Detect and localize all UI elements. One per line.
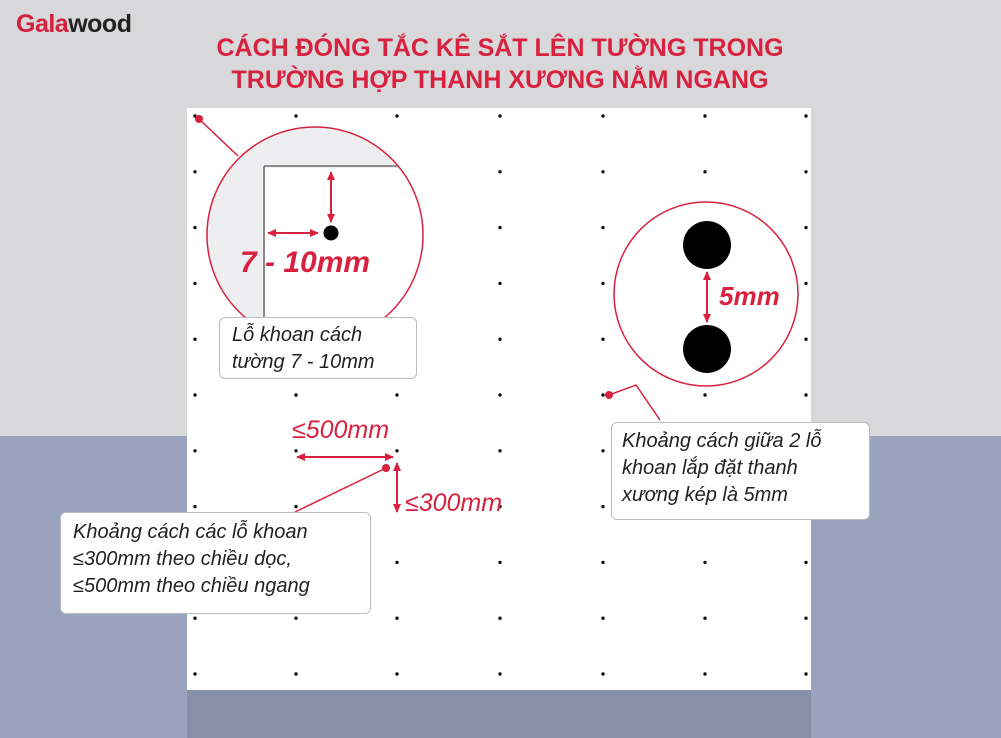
drill-hole-dot <box>294 617 297 620</box>
drill-hole-dot <box>193 505 196 508</box>
drill-hole-dot <box>498 672 501 675</box>
label-horizontal-spacing: ≤500mm <box>292 416 390 444</box>
drill-hole-dot <box>804 617 807 620</box>
drill-hole-dot <box>601 561 604 564</box>
drill-hole-dot <box>601 617 604 620</box>
leader-line-double <box>609 385 660 420</box>
drill-hole-dot <box>804 114 807 117</box>
drill-hole-dot <box>193 617 196 620</box>
drill-hole-dot <box>601 114 604 117</box>
drill-hole-dot <box>601 672 604 675</box>
drill-hole-closeup <box>324 226 339 241</box>
drill-hole-dot <box>804 170 807 173</box>
drill-hole-dot <box>703 617 706 620</box>
leader-dot-spacing <box>382 464 390 472</box>
drill-hole-dot <box>703 672 706 675</box>
title-line-2: TRƯỜNG HỢP THANH XƯƠNG NẰM NGANG <box>231 66 769 94</box>
drill-hole-dot <box>703 393 706 396</box>
drill-hole-dot <box>804 282 807 285</box>
note-double-line-1: Khoảng cách giữa 2 lỗ <box>622 430 822 452</box>
drill-hole-dot <box>804 338 807 341</box>
drill-hole-dot <box>498 449 501 452</box>
drill-hole-dot <box>193 170 196 173</box>
drill-hole-dot <box>804 561 807 564</box>
drill-hole-dot <box>395 114 398 117</box>
label-wall-gap: 7 - 10mm <box>240 246 371 279</box>
drill-hole-dot <box>193 449 196 452</box>
note-spacing <box>60 512 371 614</box>
drill-hole-dot <box>498 338 501 341</box>
drill-hole-dot <box>498 561 501 564</box>
logo-rest: wood <box>68 10 132 38</box>
note-double-line-3: xương kép là 5mm <box>622 484 788 506</box>
drill-hole-dot <box>193 393 196 396</box>
leader-dot-wall <box>195 115 203 123</box>
drill-hole-dot <box>294 449 297 452</box>
drill-hole-dot <box>193 282 196 285</box>
drill-hole-dot <box>395 449 398 452</box>
double-hole-top <box>683 221 731 269</box>
title-line-1: CÁCH ĐÓNG TẮC KÊ SẮT LÊN TƯỜNG TRONG <box>216 34 784 62</box>
drill-hole-dot <box>395 672 398 675</box>
drill-hole-dot <box>804 393 807 396</box>
drill-hole-dot <box>498 617 501 620</box>
drill-hole-dot <box>601 170 604 173</box>
drill-hole-dot <box>498 114 501 117</box>
note-spacing-line-2: ≤300mm theo chiều dọc, <box>73 548 292 570</box>
note-wall-gap <box>219 317 417 379</box>
drill-hole-dot <box>703 561 706 564</box>
drill-hole-dot <box>498 393 501 396</box>
drill-hole-dot <box>601 282 604 285</box>
drill-hole-dot <box>294 393 297 396</box>
leader-dot-double <box>605 391 613 399</box>
drill-hole-dot <box>601 226 604 229</box>
drill-hole-dot <box>498 226 501 229</box>
note-spacing-line-1: Khoảng cách các lỗ khoan <box>73 521 308 543</box>
drill-hole-dot <box>703 114 706 117</box>
drill-hole-dot <box>395 561 398 564</box>
leader-line-spacing <box>295 468 386 512</box>
note-wall-line-1: Lỗ khoan cách <box>232 324 363 346</box>
drill-hole-dot <box>395 393 398 396</box>
drill-hole-dot <box>498 170 501 173</box>
drill-hole-dot <box>601 505 604 508</box>
drill-hole-dot <box>193 672 196 675</box>
drill-hole-dot <box>193 226 196 229</box>
drill-hole-dot <box>294 505 297 508</box>
label-vertical-spacing: ≤300mm <box>405 489 503 517</box>
drill-hole-dot <box>294 114 297 117</box>
drill-hole-dot <box>601 393 604 396</box>
note-double-line-2: khoan lắp đặt thanh <box>622 457 798 479</box>
logo-accent: Gala <box>16 10 69 38</box>
drill-hole-dot <box>294 672 297 675</box>
note-spacing-line-3: ≤500mm theo chiều ngang <box>73 575 310 597</box>
double-hole-bottom <box>683 325 731 373</box>
drill-hole-dot <box>804 672 807 675</box>
leader-line-wall <box>199 119 238 156</box>
drill-hole-dot <box>703 170 706 173</box>
drill-hole-dot <box>601 338 604 341</box>
drill-hole-dot <box>395 617 398 620</box>
drill-hole-dot <box>804 226 807 229</box>
drill-hole-dot <box>498 282 501 285</box>
label-double-gap: 5mm <box>719 281 780 311</box>
note-double-holes <box>611 422 870 520</box>
drill-hole-dot <box>193 338 196 341</box>
drill-hole-dot <box>601 449 604 452</box>
note-wall-line-2: tường 7 - 10mm <box>232 351 375 373</box>
